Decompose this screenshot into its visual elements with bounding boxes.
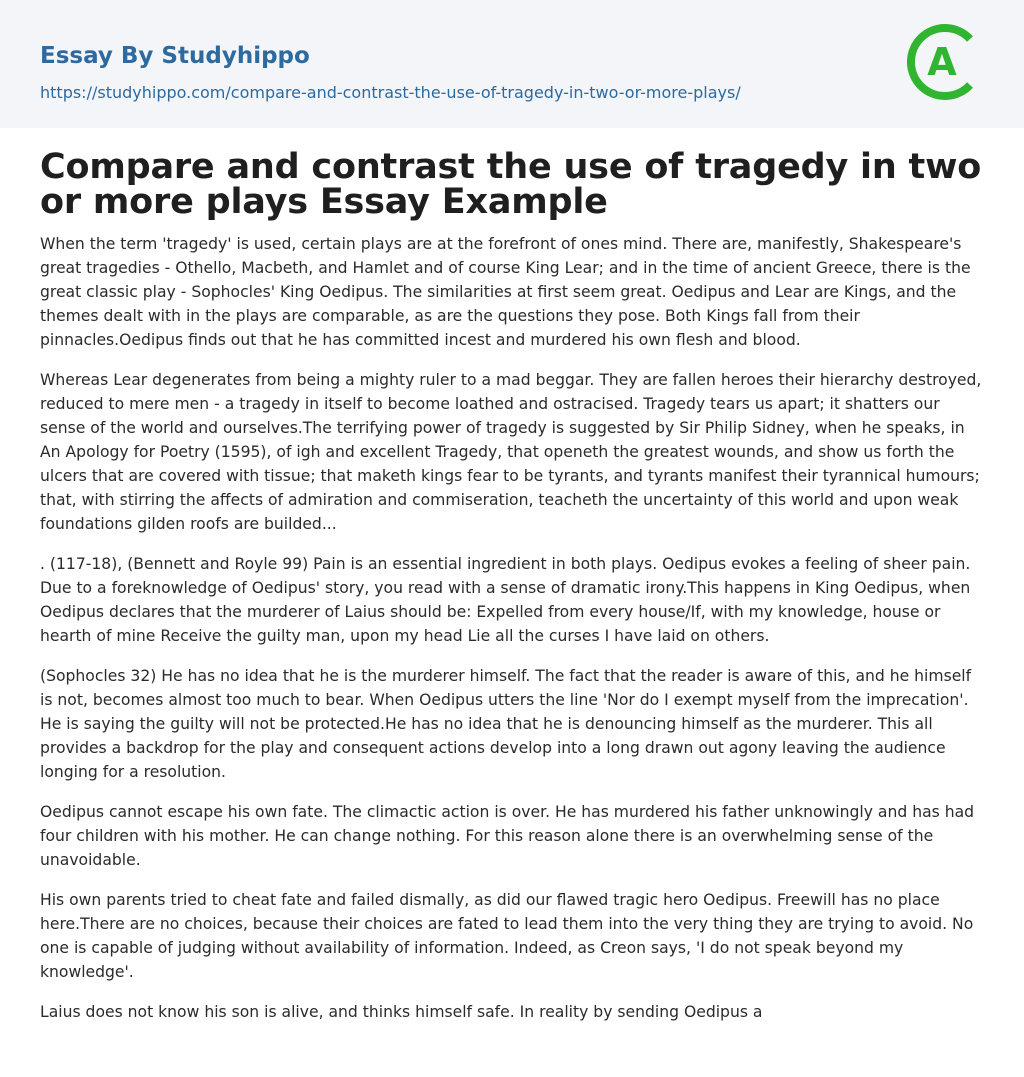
paragraph-1: When the term 'tragedy' is used, certain plays are at the forefront of ones mind. There are, manifestly, Shakespeare's great tragedies - Othello, Macbeth, and Hamlet and of course King Lear; and in the time of ancient Greece, there is the great classic play - Sophocles' King Oedipus. The similarities at first seem great. Oedipus and Lear are Kings, and the themes dealt with in the plays are comparable, as are the questions they pose. Both Kings fall from their pinnacles.Oedipus finds out that he has committed incest and murdered his own flesh and blood. (40, 235, 971, 349)
article (0, 147, 1024, 1024)
logo-letter: A (927, 40, 957, 84)
studyhippo-logo-icon[interactable] (900, 20, 984, 104)
page-url-link[interactable]: https://studyhippo.com/compare-and-contrast-the-use-of-tragedy-in-two-or-more-plays/ (40, 83, 741, 102)
paragraph-5: Oedipus cannot escape his own fate. The climactic action is over. He has murdered his father unknowingly and has had four children with his mother. He can change nothing. For this reason alone there is an overwhelming sense of the unavoidable. (40, 803, 975, 869)
paragraph-6: His own parents tried to cheat fate and failed dismally, as did our flawed tragic hero Oedipus. Freewill has no place here.There are no choices, because their choices are fated to lead them into the very thing they are trying to avoid. No one is capable of judging without availability of information. Indeed, as Creon says, 'I do not speak beyond my knowledge'. (40, 891, 974, 981)
page-title: Compare and contrast the use of tragedy in two or more plays Essay Example (40, 147, 982, 222)
paragraph-7: Laius does not know his son is alive, and thinks himself safe. In reality by sending Oedipus a (40, 1003, 763, 1021)
paragraph-4: (Sophocles 32) He has no idea that he is the murderer himself. The fact that the reader is aware of this, and he himself is not, becomes almost too much to bear. When Oedipus utters the line 'Nor do I exempt myself from the imprecation'. He is saying the guilty will not be protected.He has no idea that he is denouncing himself as the murderer. This all provides a backdrop for the play and consequent actions develop into a long drawn out agony leaving the audience longing for a resolution. (40, 667, 972, 781)
paragraph-3: . (117-18), (Bennett and Royle 99) Pain is an essential ingredient in both plays. Oedipus evokes a feeling of sheer pain. Due to a foreknowledge of Oedipus' story, you read with a sense of dramatic irony.This happens in King Oedipus, when Oedipus declares that the murderer of Laius should be: Expelled from every house/If, with my knowledge, house or hearth of mine Receive the guilty man, upon my head Lie all the curses I have laid on others. (40, 555, 971, 645)
paragraph-2: Whereas Lear degenerates from being a mighty ruler to a mad beggar. They are fallen heroes their hierarchy destroyed, reduced to mere men - a tragedy in itself to become loathed and ostracised. Tragedy tears us apart; it shatters our sense of the world and ourselves.The terrifying power of tragedy is suggested by Sir Philip Sidney, when he speaks, in An Apology for Poetry (1595), of igh and excellent Tragedy, that openeth the greatest wounds, and show us forth the ulcers that are covered with tissue; that maketh kings fear to be tyrants, and tyrants manifest their tyrannical humours; that, with stirring the affects of admiration and commiseration, teacheth the uncertainty of this world and upon weak foundations gilden roofs are builded... (40, 371, 982, 533)
site-brand[interactable]: Essay By Studyhippo (40, 43, 310, 69)
site-header (0, 0, 1024, 128)
